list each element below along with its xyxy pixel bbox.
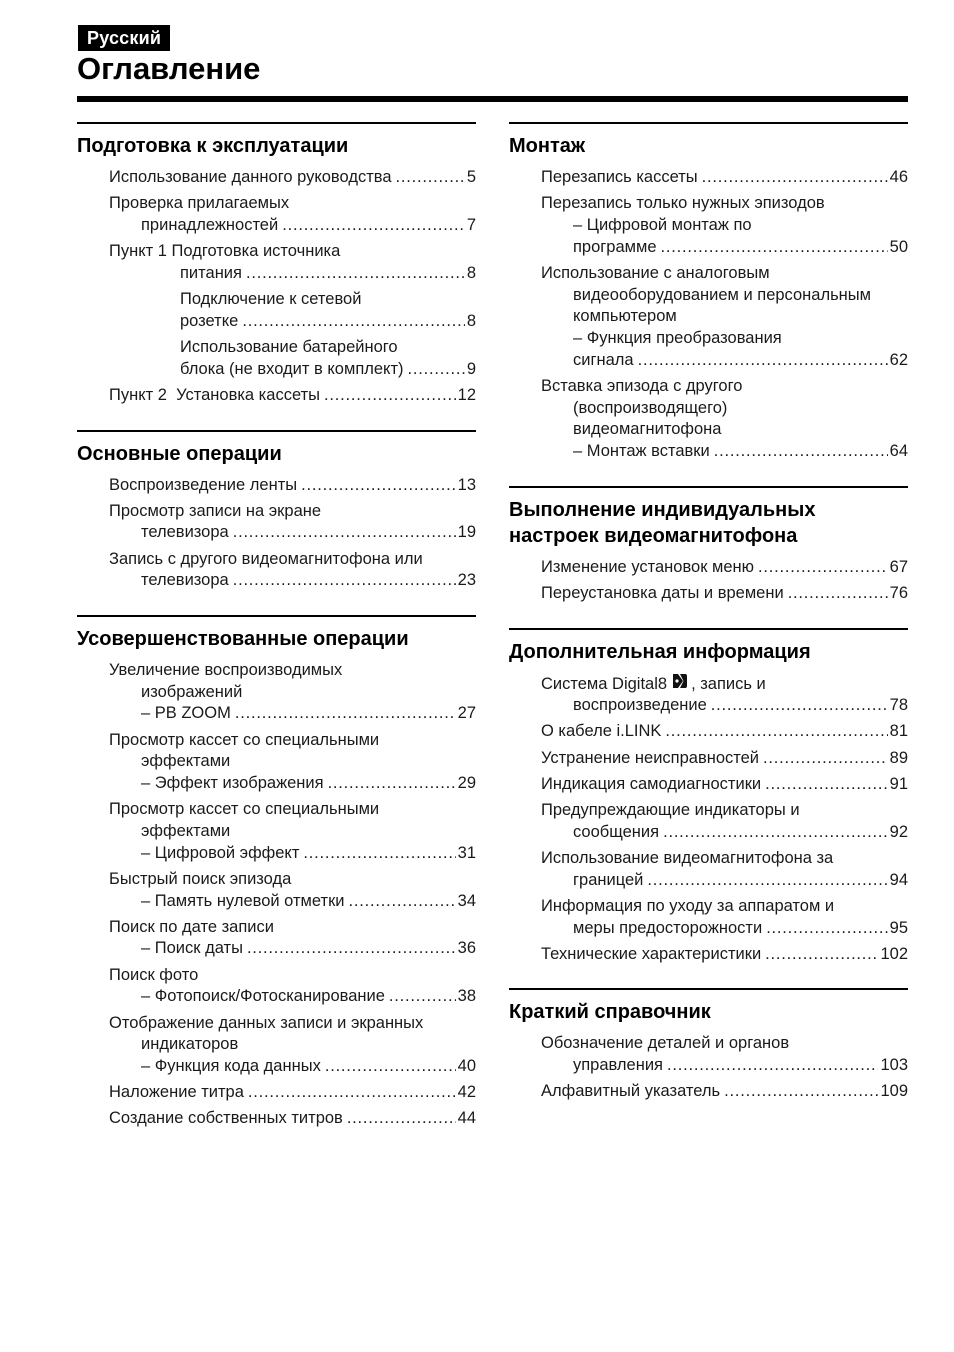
entry-text: Изменение установок меню — [541, 557, 755, 576]
page-number: 67 — [889, 557, 908, 576]
digital8-logo-icon — [671, 673, 688, 689]
entry-text: – Поиск даты — [141, 939, 243, 958]
page-number: 64 — [889, 441, 908, 460]
section-quick-reference — [509, 988, 908, 1103]
page-number: 34 — [457, 891, 476, 910]
toc-entry[interactable] — [77, 799, 476, 864]
entry-text: – Фотопоиск/Фотосканирование — [141, 987, 385, 1006]
entry-text: – Монтаж вставки — [573, 441, 710, 460]
toc-entry[interactable] — [77, 730, 476, 795]
entry-text: розетке — [180, 311, 239, 330]
entry-text: Просмотр записи на экране — [109, 501, 322, 520]
entry-text: Создание собственных титров — [109, 1109, 343, 1128]
entry-text: – Память нулевой отметки — [141, 891, 345, 910]
page-number: 8 — [466, 311, 476, 330]
entry-text: Поиск по дате записи — [109, 917, 274, 936]
entry-text: компьютером — [573, 307, 677, 326]
toc-entry[interactable] — [509, 1033, 908, 1076]
entry-text: блока (не входит в комплект) — [180, 359, 404, 378]
entry-text: меры предосторожности — [573, 918, 763, 937]
toc-entry[interactable] — [509, 673, 908, 717]
language-badge: Русский — [78, 25, 170, 51]
toc-entry[interactable] — [77, 385, 476, 407]
entry-text: Вставка эпизода с другого — [541, 376, 743, 395]
section-additional-info — [509, 628, 908, 966]
entry-text: Алфавитный указатель — [541, 1082, 721, 1101]
page-number: 103 — [880, 1056, 908, 1075]
page-number: 7 — [466, 215, 476, 234]
page-number: 29 — [457, 774, 476, 793]
page-number: 46 — [889, 168, 908, 186]
toc-entry[interactable] — [77, 1082, 476, 1104]
entry-text: программе — [573, 237, 657, 256]
page-number: 23 — [457, 571, 476, 590]
page-number: 31 — [457, 843, 476, 862]
entry-text: Пункт 1 Подготовка источника — [109, 242, 341, 261]
section-title: Подготовка к эксплуатации — [77, 135, 349, 157]
section-custom-settings — [509, 486, 908, 605]
toc-entry[interactable] — [509, 896, 908, 939]
page-number: 8 — [466, 263, 476, 282]
page-number: 44 — [457, 1109, 476, 1128]
page-title: Оглавление — [77, 51, 261, 86]
entry-text: – Эффект изображения — [141, 774, 324, 793]
toc-entry[interactable] — [77, 241, 476, 284]
entry-text: Система Digital8 — [541, 674, 668, 693]
entry-text: Подключение к сетевой — [180, 290, 362, 309]
entry-text: Обозначение деталей и органов — [541, 1034, 790, 1053]
page-number: 91 — [889, 774, 908, 793]
toc-entry[interactable] — [77, 167, 476, 189]
page-number: 109 — [880, 1082, 908, 1101]
section-title: Основные операции — [77, 442, 282, 465]
entry-text: Увеличение воспроизводимых — [109, 661, 343, 680]
entry-text: Воспроизведение ленты — [109, 475, 298, 494]
toc-entry[interactable] — [509, 800, 908, 843]
entry-text: Поиск фото — [109, 965, 199, 984]
entry-text: Быстрый поиск эпизода — [109, 869, 292, 888]
toc-entry[interactable] — [77, 337, 476, 380]
entry-text: Наложение титра — [109, 1083, 244, 1102]
toc-entry[interactable] — [509, 848, 908, 891]
section-title: Выполнение индивидуальных настроек видеомагнитофона — [509, 498, 816, 547]
entry-text: Использование батарейного — [180, 337, 398, 356]
toc-entry[interactable] — [509, 193, 908, 258]
entry-text: Просмотр кассет со специальными — [109, 730, 380, 749]
toc-entry[interactable] — [77, 475, 476, 497]
entry-text: питания — [180, 263, 242, 282]
toc-entry[interactable] — [77, 289, 476, 332]
section-advanced-operations — [77, 615, 476, 1130]
toc-entry[interactable] — [77, 965, 476, 1008]
toc-entry[interactable] — [77, 869, 476, 912]
entry-text: Использование видеомагнитофона за — [541, 848, 834, 867]
entry-text: Предупреждающие индикаторы и — [541, 801, 800, 820]
entry-text: – Функция кода данных — [141, 1057, 321, 1075]
toc-entry[interactable] — [77, 549, 476, 592]
page-number: 78 — [889, 696, 908, 715]
entry-text: Отображение данных записи и экранных — [109, 1013, 424, 1032]
toc-entry[interactable] — [77, 501, 476, 544]
entry-text: – Функция преобразования — [573, 328, 782, 347]
entry-text: Устранение неисправностей — [541, 748, 760, 767]
toc-entry[interactable] — [509, 583, 908, 605]
section-title: Монтаж — [509, 135, 586, 157]
section-title: Дополнительная информация — [509, 640, 811, 663]
page-number: 94 — [889, 870, 908, 889]
entry-text: сообщения — [573, 822, 660, 841]
page-number: 13 — [457, 475, 476, 494]
section-basic-operations — [77, 430, 476, 593]
toc-entry[interactable] — [509, 263, 908, 372]
entry-text: – Цифровой монтаж по — [573, 215, 752, 234]
entry-text: принадлежностей — [141, 215, 279, 234]
entry-text: О кабеле i.LINK — [541, 722, 662, 741]
entry-text: Просмотр кассет со специальными — [109, 800, 380, 819]
toc-entry[interactable] — [77, 917, 476, 960]
right-column — [509, 122, 908, 1126]
page-number: 9 — [466, 359, 476, 378]
entry-text: Технические характеристики — [541, 944, 762, 963]
entry-text: границей — [573, 870, 644, 889]
entry-text: (воспроизводящего) — [573, 398, 728, 417]
toc-entry[interactable] — [77, 1013, 476, 1078]
entry-text: эффектами — [141, 821, 231, 840]
section-title: Усовершенствованные операции — [77, 628, 409, 651]
entry-text: видеомагнитофона — [573, 420, 722, 439]
toc-entry[interactable] — [77, 660, 476, 725]
left-column — [77, 122, 476, 1153]
entry-text: Информация по уходу за аппаратом и — [541, 896, 835, 915]
page-number: 92 — [889, 822, 908, 841]
toc-entry[interactable] — [509, 748, 908, 770]
entry-text: воспроизведение — [573, 696, 707, 715]
title-rule — [77, 96, 908, 102]
section-editing — [509, 122, 908, 463]
entry-text: Пункт 2 Установка кассеты — [109, 385, 320, 404]
toc-entry[interactable] — [509, 167, 908, 189]
page-number: 42 — [457, 1083, 476, 1102]
entry-text: управления — [573, 1056, 663, 1075]
entry-text: изображений — [141, 682, 243, 701]
entry-text: телевизора — [141, 571, 229, 590]
entry-text: Проверка прилагаемых — [109, 194, 290, 213]
toc-entry[interactable] — [509, 721, 908, 743]
page-number: 95 — [889, 918, 908, 937]
entry-text: индикаторов — [141, 1035, 239, 1054]
page-number: 89 — [889, 748, 908, 767]
toc-entry[interactable] — [509, 944, 908, 966]
toc-entry[interactable] — [509, 557, 908, 579]
page-number: 12 — [457, 385, 476, 404]
entry-text: Перезапись только нужных эпизодов — [541, 194, 825, 213]
page-number: 76 — [889, 583, 908, 602]
section-title: Краткий справочник — [509, 1001, 711, 1024]
page-number: 36 — [457, 939, 476, 958]
entry-text: – PB ZOOM — [141, 704, 231, 723]
entry-text: видеооборудованием и персональным — [573, 285, 871, 304]
toc-entry[interactable] — [509, 774, 908, 796]
entry-text: – Цифровой эффект — [141, 843, 300, 862]
toc-entry[interactable] — [509, 1081, 908, 1103]
page-number: 27 — [457, 704, 476, 723]
page-number: 40 — [457, 1057, 476, 1075]
toc-entry[interactable] — [77, 1108, 476, 1130]
page-number: 62 — [889, 350, 908, 369]
page-number: 5 — [466, 168, 476, 186]
entry-text: Использование с аналоговым — [541, 263, 770, 282]
entry-text: телевизора — [141, 523, 229, 542]
page-number: 81 — [889, 722, 908, 741]
section-preparation — [77, 122, 476, 407]
page-number: 19 — [457, 523, 476, 542]
toc-entry[interactable] — [77, 193, 476, 236]
page-number: 50 — [889, 237, 908, 256]
entry-text: , запись и — [691, 674, 766, 693]
entry-text: сигнала — [573, 350, 634, 369]
entry-text: эффектами — [141, 752, 231, 771]
entry-text: Перезапись кассеты — [541, 168, 698, 186]
entry-text: Переустановка даты и времени — [541, 583, 784, 602]
entry-text: Запись с другого видеомагнитофона или — [109, 549, 423, 568]
page-number: 38 — [457, 987, 476, 1006]
entry-text: Использование данного руководства — [109, 168, 392, 186]
toc-entry[interactable] — [509, 376, 908, 463]
page-number: 102 — [880, 944, 908, 963]
entry-text: Индикация самодиагностики — [541, 774, 762, 793]
